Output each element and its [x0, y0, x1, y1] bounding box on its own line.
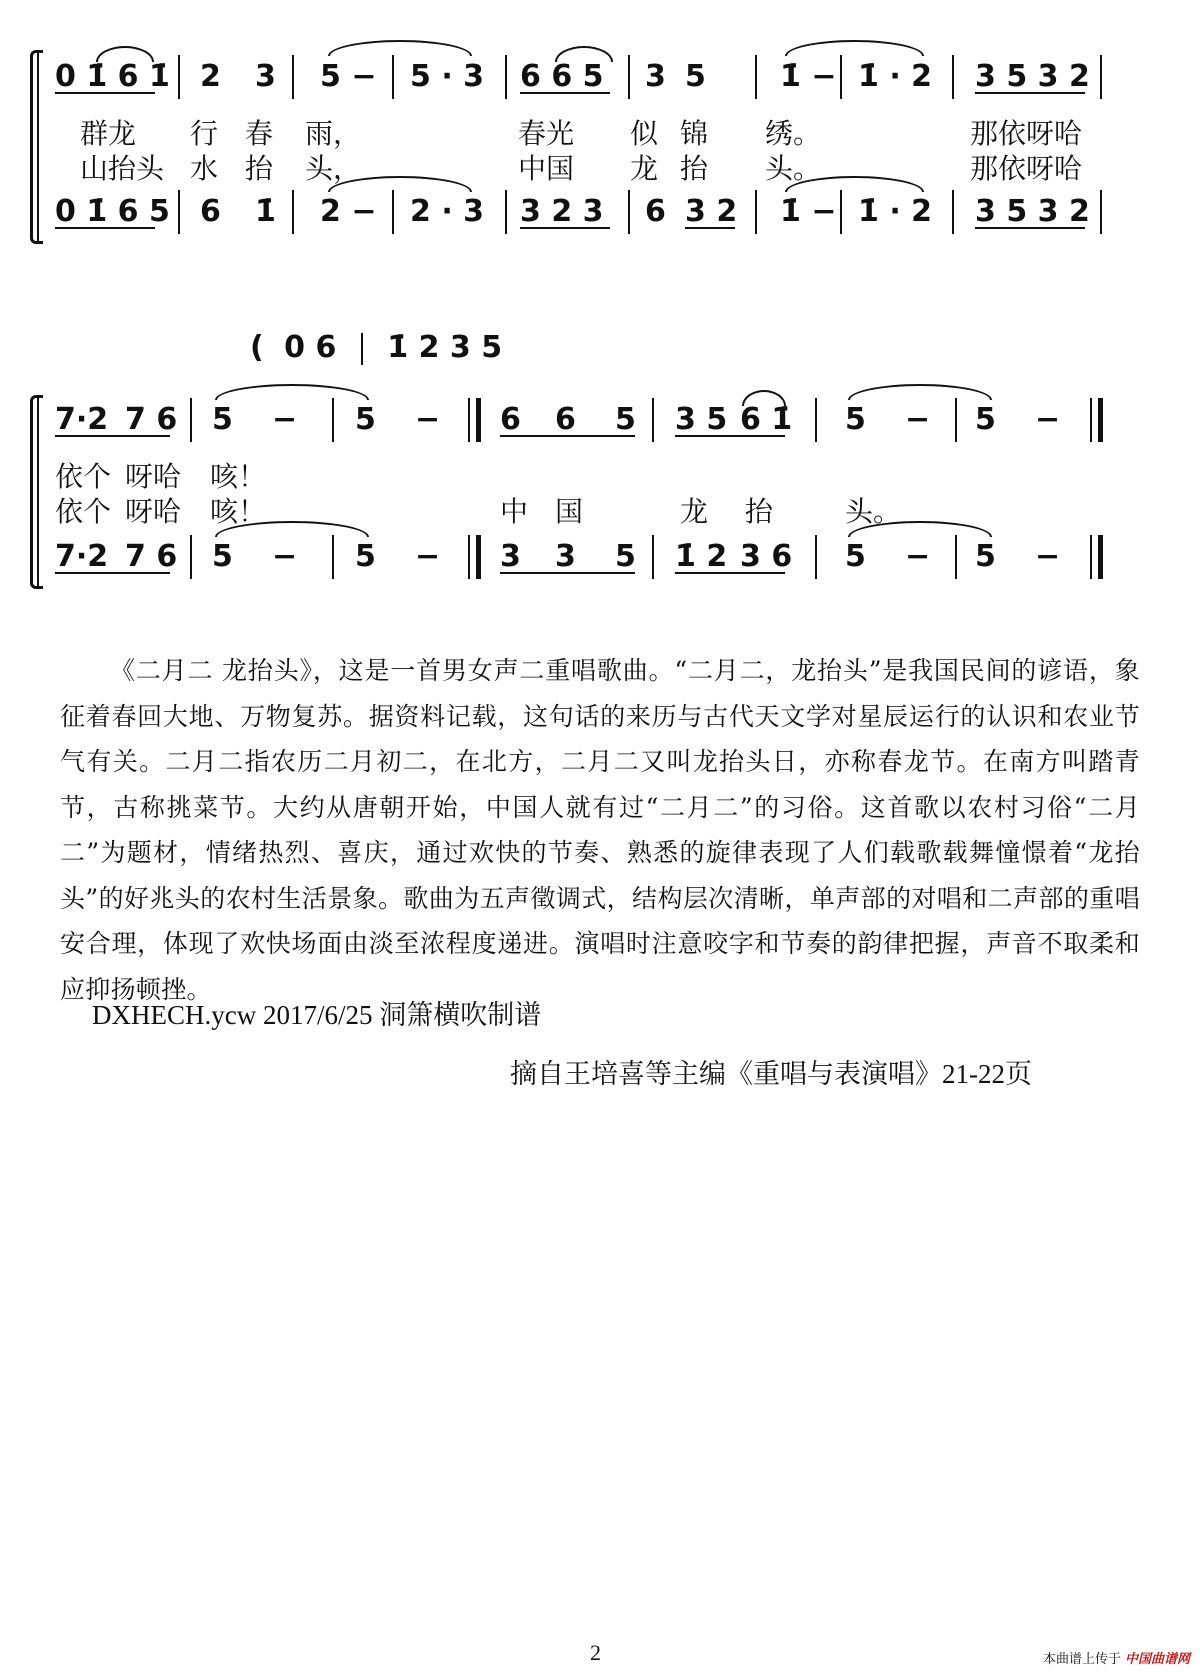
note: 3 [500, 539, 521, 574]
beam-line [55, 435, 170, 437]
lower-voice-staff [0, 190, 1200, 238]
note: 6 [200, 194, 221, 229]
barline [840, 190, 842, 234]
dash: − [272, 402, 298, 437]
beam-line [520, 227, 610, 229]
upper-voice-staff [0, 55, 1200, 103]
barline [292, 190, 294, 234]
beam-line [975, 227, 1085, 229]
note: 1̇ [255, 194, 276, 229]
note-group: 7·2 [55, 402, 109, 437]
note-group: 1̇ − [780, 194, 837, 229]
note: 5 [212, 539, 233, 574]
page-number: 2 [590, 1640, 601, 1665]
repeat-barline [468, 398, 481, 442]
beam-line [685, 227, 735, 229]
lyric: 呀哈 [125, 495, 182, 528]
note-group: 6 1̇ [740, 402, 793, 437]
note-group: 2 − [320, 194, 377, 229]
note: 5 [975, 539, 996, 574]
lyric: 咳！ [210, 495, 267, 528]
note: 6 [555, 402, 576, 437]
note-group: 3 5 3 2 [975, 59, 1090, 94]
dash: − [1035, 402, 1061, 437]
lower-voice-staff [0, 535, 1200, 583]
beam-line [500, 435, 635, 437]
lyric: 锦 [680, 117, 709, 150]
note-group: 5 · 3 [410, 59, 485, 94]
lyric: 依个 [55, 495, 112, 528]
barline [652, 398, 654, 442]
beam-line [55, 572, 170, 574]
instrumental-intro [250, 330, 502, 365]
note-group: 2 · 3 [410, 194, 485, 229]
lyrics-verse-1 [0, 455, 1200, 495]
note-group: 3 6 [740, 539, 793, 574]
barline [392, 190, 394, 234]
lyric: 抬 [745, 495, 774, 528]
lyric: 春 [245, 117, 274, 150]
barline [840, 55, 842, 99]
beam-line [675, 572, 785, 574]
dash: − [1035, 539, 1061, 574]
lyric: 抬 [245, 152, 274, 185]
lyric: 国 [555, 495, 584, 528]
note-group: 5 − [320, 59, 377, 94]
note-group: 1̇ · 2 [858, 194, 933, 229]
barline [628, 190, 630, 234]
note-group: 7 6 [125, 402, 178, 437]
note: 5 [975, 402, 996, 437]
note-group: 1̇ 2 [675, 539, 728, 574]
note-group: 3 2 3 [520, 194, 604, 229]
barline [190, 535, 192, 579]
final-barline [1090, 398, 1103, 442]
lyric: 抬 [680, 152, 709, 185]
barline [505, 55, 507, 99]
barline [392, 55, 394, 99]
barline [190, 398, 192, 442]
note-group: 3 2 [685, 194, 738, 229]
barline [1100, 190, 1102, 234]
lyric: 中国 [518, 152, 575, 185]
barline [332, 535, 334, 579]
slur-mark [96, 46, 154, 62]
note: 5 [685, 59, 706, 94]
lyric: 头， [305, 152, 362, 185]
dash: − [415, 539, 441, 574]
barline [178, 55, 180, 99]
note-group: 0 1̇ 6 5 [55, 194, 170, 229]
note-group: 6 6 5 [520, 59, 604, 94]
source-credit: 摘自王培喜等主编《重唱与表演唱》21-22页 [510, 1059, 1032, 1089]
dash: − [905, 402, 931, 437]
barline [955, 398, 957, 442]
note: 3 [555, 539, 576, 574]
beam-line [55, 227, 155, 229]
barline [178, 190, 180, 234]
barline [652, 535, 654, 579]
note-group: 1̇ − [780, 59, 837, 94]
beam-line [975, 92, 1085, 94]
tie-mark [215, 384, 369, 400]
beam-line [520, 92, 610, 94]
lyric: 那依呀哈 [970, 152, 1083, 185]
transcriber-credit: DXHECH.ycw 2017/6/25 洞箫横吹制谱 [92, 1000, 542, 1030]
lyric: 依个 [55, 460, 112, 493]
lyric: 那依呀哈 [970, 117, 1083, 150]
lyric: 头。 [765, 152, 822, 185]
lyrics-verse-2 [0, 147, 1200, 187]
slur-mark [742, 390, 786, 406]
note-group: 0 1̇ 6 1̇ [55, 59, 170, 94]
barline [628, 55, 630, 99]
footer-text: 本曲谱上传于 [1042, 1652, 1121, 1667]
tie-mark [328, 40, 472, 56]
dash: − [272, 539, 298, 574]
note: 5 [615, 539, 636, 574]
note: 5 [212, 402, 233, 437]
note-group: 1̇ 2 3 5 [387, 330, 503, 365]
note: 3 [645, 59, 666, 94]
lyric: 群龙 [80, 117, 137, 150]
dash: − [905, 539, 931, 574]
tie-mark [785, 40, 924, 56]
beam-line [55, 92, 155, 94]
barline [955, 535, 957, 579]
lyric: 春光 [518, 117, 575, 150]
note-group: 3 5 3 2 [975, 194, 1090, 229]
barline [755, 190, 757, 234]
note: 5 [845, 539, 866, 574]
note-group: 7 6 [125, 539, 178, 574]
lyric: 水 [190, 152, 219, 185]
site-logo[interactable]: 中国曲谱网 [1124, 1652, 1190, 1667]
site-footer [1043, 1648, 1190, 1667]
barline [505, 190, 507, 234]
note: 3 [255, 59, 276, 94]
note-group: 0 6 [284, 330, 337, 365]
lyric: 龙 [630, 152, 659, 185]
song-description: 《二月二 龙抬头》，这是一首男女声二重唱歌曲。“二月二，龙抬头”是我国民间的谚语，象征着春回大地、万物复苏。据资料记载，这句话的来历与古代天文学对星辰运行的认识和农业节气有关。二月二指农历二月初二，在北方，二月二又叫龙抬头日，亦称春龙节。在南方叫踏青节，古称挑菜节。大约从唐朝开始，中国人就有过“二月二”的习俗。这首歌以农村习俗“二月二”为题材，情绪热烈、喜庆，通过欢快的节奏、熟悉的旋律表现了人们载歌载舞憧憬着“龙抬头”的好兆头的农村生活景象。歌曲为五声徵调式，结构层次清晰，单声部的对唱和二声部的重唱安合理，体现了欢快场面由淡至浓程度递进。演唱时注意咬字和节奏的韵律把握，声音不取柔和应抑扬顿挫。 [60, 656, 1140, 1004]
slur-mark [555, 46, 613, 62]
lyric: 山抬头 [80, 152, 165, 185]
note: 5 [845, 402, 866, 437]
lyric: 雨， [305, 117, 362, 150]
note: 6 [645, 194, 666, 229]
note: 5 [615, 402, 636, 437]
note: 6 [500, 402, 521, 437]
barline [361, 333, 363, 365]
dash: − [415, 402, 441, 437]
paren: ( [250, 330, 264, 365]
beam-line [500, 572, 635, 574]
note: 5 [355, 539, 376, 574]
beam-line [675, 435, 785, 437]
lyrics-verse-2 [0, 490, 1200, 530]
note-group: 7·2 [55, 539, 109, 574]
note: 2 [200, 59, 221, 94]
barline [292, 55, 294, 99]
barline [332, 398, 334, 442]
lyric: 头。 [845, 495, 902, 528]
barline [755, 55, 757, 99]
lyric: 中 [500, 495, 529, 528]
lyric: 行 [190, 117, 219, 150]
note-group: 1̇ · 2 [858, 59, 933, 94]
barline [952, 190, 954, 234]
final-barline [1090, 535, 1103, 579]
tie-mark [848, 384, 992, 400]
lyric: 绣。 [765, 117, 822, 150]
barline [952, 55, 954, 99]
barline [1100, 55, 1102, 99]
lyric: 似 [630, 117, 659, 150]
barline [815, 398, 817, 442]
lyric: 龙 [680, 495, 709, 528]
upper-voice-staff [0, 398, 1200, 446]
note: 5 [355, 402, 376, 437]
note-group: 3 5 [675, 402, 728, 437]
repeat-barline [468, 535, 481, 579]
barline [815, 535, 817, 579]
lyrics-verse-1 [0, 112, 1200, 152]
lyric: 呀哈 [125, 460, 182, 493]
lyric: 咳！ [210, 460, 267, 493]
